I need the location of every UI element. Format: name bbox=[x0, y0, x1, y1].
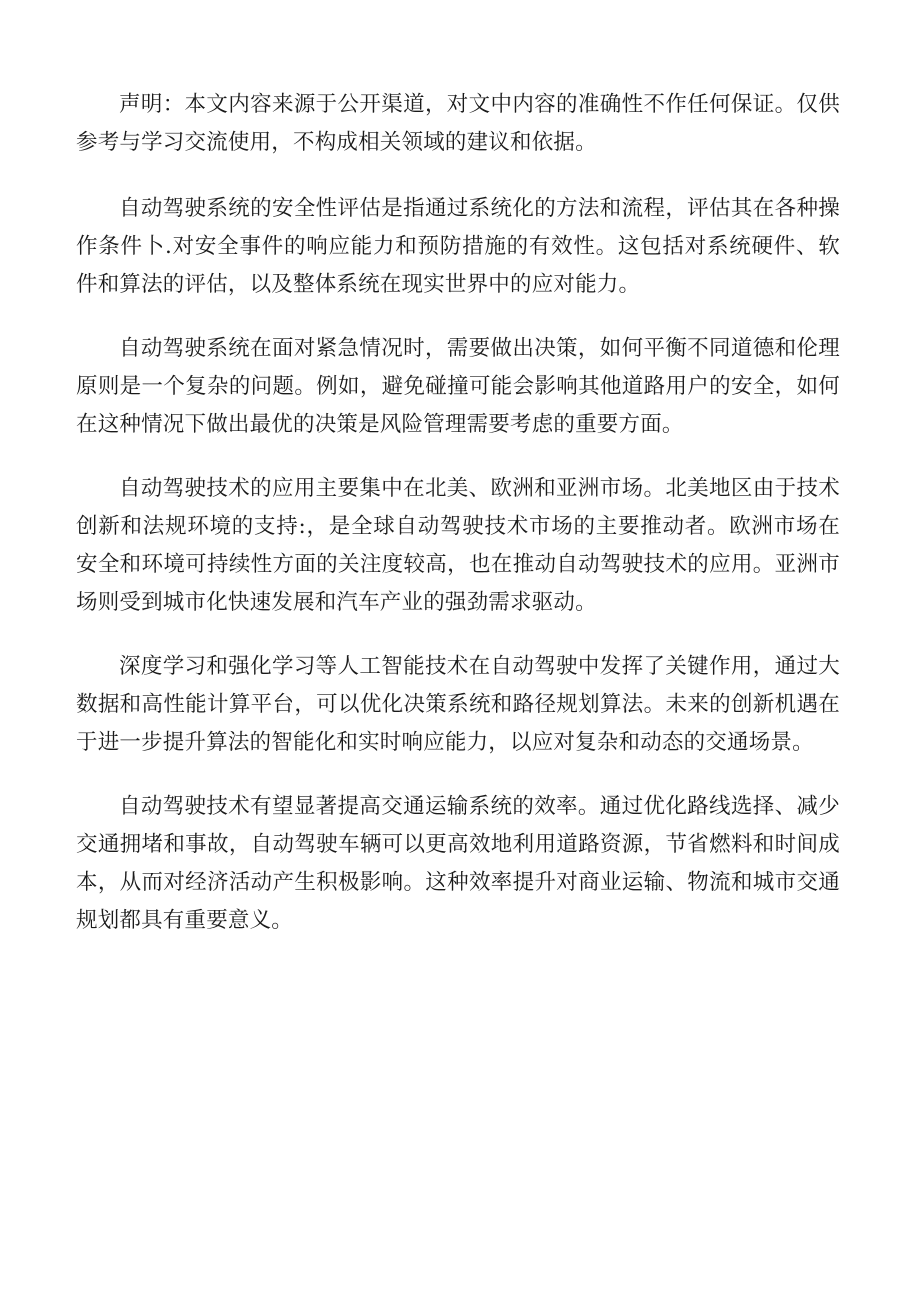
disclaimer-paragraph: 声明：本文内容来源于公开渠道，对文中内容的准确性不作任何保证。仅供参考与学习交流使用，不构成相关领域的建议和依据。 bbox=[76, 92, 840, 155]
body-paragraph-safety-evaluation: 自动驾驶系统的安全性评估是指通过系统化的方法和流程，评估其在各种操作条件卜.对安全事件的响应能力和预防措施的有效性。这包括对系统硬件、软件和算法的评估，以及整体系统在现实世界中的应对能力。 bbox=[76, 196, 840, 297]
document-page bbox=[76, 86, 840, 966]
body-paragraph-ethics: 自动驾驶系统在面对紧急情况时，需要做出决策，如何平衡不同道德和伦理原则是一个复杂的问题。例如，避免碰撞可能会影响其他道路用户的安全，如何在这种情况下做出最优的决策是风险管理需要考虑的重要方面。 bbox=[76, 336, 840, 437]
body-paragraph-markets: 自动驾驶技术的应用主要集中在北美、欧洲和亚洲市场。北美地区由于技术创新和法规环境的支持:，是全球自动驾驶技术市场的主要推动者。欧洲市场在安全和环境可持续性方面的关注度较高，也在推动自动驾驶技术的应用。亚洲市场则受到城市化快速发展和汽车产业的强劲需求驱动。 bbox=[76, 476, 840, 615]
body-paragraph-efficiency: 自动驾驶技术有望显著提高交通运输系统的效率。通过优化路线选择、减少交通拥堵和事故，自动驾驶车辆可以更高效地利用道路资源，节省燃料和时间成本，从而对经济活动产生积极影响。这种效率提升对商业运输、物流和城市交通规划都具有重要意义。 bbox=[76, 794, 840, 933]
body-paragraph-ai: 深度学习和强化学习等人工智能技术在自动驾驶中发挥了关键作用，通过大数据和高性能计算平台，可以优化决策系统和路径规划算法。未来的创新机遇在于进一步提升算法的智能化和实时响应能力，以应对复杂和动态的交通场景。 bbox=[76, 654, 840, 755]
